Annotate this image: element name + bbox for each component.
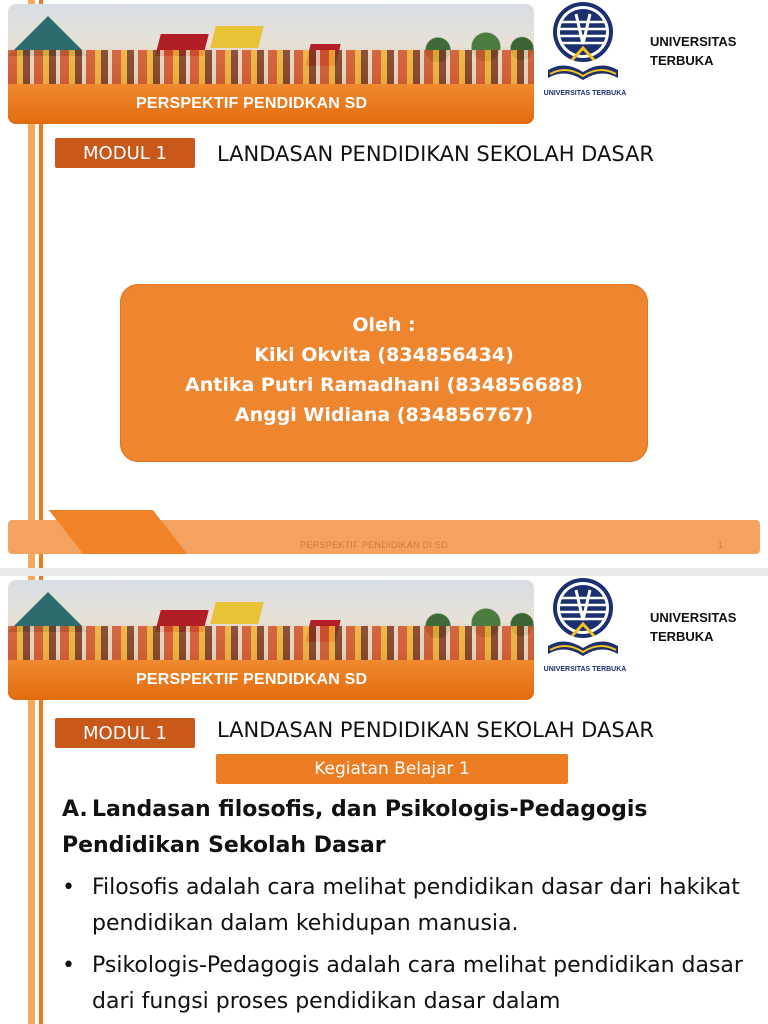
list-item <box>62 870 752 942</box>
university-name <box>650 608 736 646</box>
header-banner <box>8 4 534 124</box>
section-title: Landasan filosofis, dan Psikologis-Pedagogis Pendidikan Sekolah Dasar <box>62 797 648 858</box>
banner-flag <box>210 26 263 48</box>
section-heading <box>62 792 742 864</box>
logo-caption: UNIVERSITAS TERBUKA <box>543 90 627 97</box>
bullet-icon: • <box>62 953 75 978</box>
logo-caption: UNIVERSITAS TERBUKA <box>543 666 627 673</box>
university-name-line1: UNIVERSITAS <box>650 34 737 49</box>
banner-flag <box>210 602 263 624</box>
author-name: Kiki Okvita (834856434) <box>254 344 514 366</box>
modul-badge: MODUL 1 <box>55 138 195 168</box>
slide-separator <box>0 568 768 576</box>
modul-title: LANDASAN PENDIDIKAN SEKOLAH DASAR <box>217 142 655 166</box>
bullet-text: Psikologis-Pedagogis adalah cara melihat pendidikan dasar dari fungsi proses pendidikan dasar dalam <box>92 953 743 1014</box>
university-name <box>650 32 736 70</box>
modul-badge: MODUL 1 <box>55 718 195 748</box>
universitas-terbuka-logo-icon <box>540 0 626 100</box>
bullet-icon: • <box>62 875 75 900</box>
university-name-line1: UNIVERSITAS <box>650 610 737 625</box>
page-number: 1 <box>718 540 724 550</box>
authors-heading: Oleh : <box>352 314 416 336</box>
slide-2 <box>0 576 768 1024</box>
authors-box <box>120 284 648 462</box>
bullet-text: Filosofis adalah cara melihat pendidikan dasar dari hakikat pendidikan dalam kehidupan manusia. <box>92 875 740 936</box>
university-name-line2: TERBUKA <box>650 53 714 68</box>
header-banner <box>8 580 534 700</box>
footer-text: PERSPEKTIF PENDIDIKAN DI SD <box>300 540 449 550</box>
author-name: Anggi Widiana (834856767) <box>234 404 534 426</box>
kegiatan-badge: Kegiatan Belajar 1 <box>216 754 568 784</box>
bullet-list <box>62 870 752 1024</box>
author-name: Antika Putri Ramadhani (834856688) <box>185 374 583 396</box>
banner-label: PERSPEKTIF PENDIDKAN SD <box>8 84 534 124</box>
universitas-terbuka-logo-icon <box>540 576 626 676</box>
university-name-line2: TERBUKA <box>650 629 714 644</box>
section-label: A. <box>62 797 88 822</box>
modul-title: LANDASAN PENDIDIKAN SEKOLAH DASAR <box>217 718 655 742</box>
list-item <box>62 948 752 1020</box>
banner-label: PERSPEKTIF PENDIDKAN SD <box>8 660 534 700</box>
